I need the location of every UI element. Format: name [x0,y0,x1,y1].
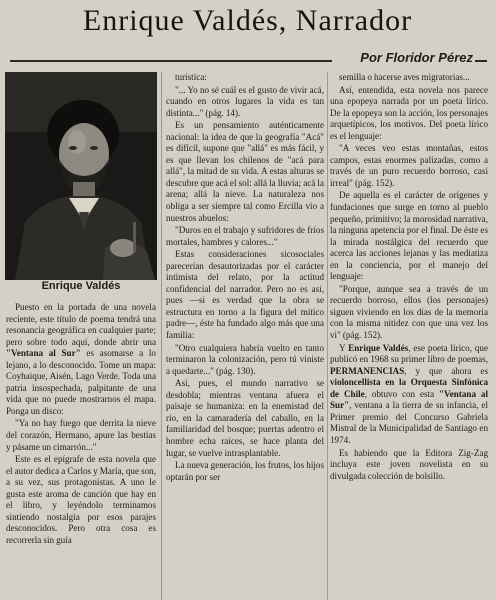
paragraph-text: es asomarse a lo lejano, a lo desconocido. Tome un mapa: Coyhaique, Aisén, Lago Verde. Toda una patria insospechada, palpitante de una vida que no puede mostrarnos el mapa. Ponga un disco: [6,348,156,416]
paragraph-text: "Duros en el trabajo y sufridores de fríos mortales, hambres y calores..." [166,225,324,247]
article-paragraph [166,378,324,459]
article-paragraph [166,85,324,120]
article-paragraph [166,120,324,224]
paragraph-text: Así, pues, el mundo narrativo se desdobla; mientras ventana afuera el paisaje se humaniza: en la enemistad del río, en la camaradería del caballo, en la familiaridad del bosque; puertas adentro el hombre echa raíces, se hace planta del lugar, se vuelve intrasplantable. [166,378,324,458]
paragraph-text: "Ya no hay fuego que derrita la nieve del corazón, Hermano, apure las bestias y pásame un cimarrón..." [6,418,156,452]
article-paragraph [330,143,488,189]
emphasis-text: violoncellista en la Orquesta Sinfónica de Chile [330,377,488,399]
paragraph-text: Puesto en la portada de una novela reciente, este título de poema tendrá una resonancia geográfica en cualquier parte; pero sobre todo aquí, donde abrir una [6,302,156,347]
paragraph-text: , y que ahora es [404,365,488,376]
article-paragraph [330,284,488,342]
photo-caption: Enrique Valdés [41,280,121,292]
paragraph-text: "Porque, aunque sea a través de un recuerdo borroso, ellos (los personajes) siguen viviendo en los días de la memoria con la misma nitidez con que una vez los vi" (pág. 152). [330,283,488,341]
paragraph-text: De aquella es el carácter de orígenes y fundaciones que surge en torno al pueblo pequeño, primitivo; la morosidad narrativa, la ninguna apetencia por el final. De éste es la mirada nostálgica del recuerdo que acerca las acciones lejanas y las mediatiza en la conciencia, por el manejo del lenguaje: [330,190,488,282]
paragraph-text: , ese poeta lírico, que publicó en 1968 su primer libro de poemas, [330,342,489,365]
emphasis-text: "Ventana al Sur" [330,388,488,411]
article-paragraph [166,72,324,84]
paragraph-text: Estas consideraciones sicosociales parecerían desautorizadas por el carácter intimista del relato, por la actitud confidencial del narrador. Pero no es así, pues —si es verdad que la obra se estructura en torno a la figura del mítico padre—, éste ha fundado algo más que una familia: [166,249,324,341]
paragraph-text: Este es el epígrafe de esta novela que el autor dedica a Carlos y María, que son, a su vez, sus protagonistas. A uno le gusta este aroma de canción que hay en el libro, y leyéndolo terminamos sintiendo nostalgia por esos parajes desconocidos. Pero otra cosa es recorrerla sin guía [6,454,156,545]
emphasis-text: Enrique Valdés [348,342,409,353]
emphasis-text: PERMANENCIAS [330,365,405,376]
article-paragraph [330,343,488,447]
paragraph-text: "A veces veo estas montañas, estos campos, estas enormes palizadas, como a través de un puro recuerdo borroso, casi irreal" (pág. 152). [330,143,488,188]
paragraph-text: Así, entendida, esta novela nos parece una epopeya narrada por un poeta lírico. De la epopeya son la acción, los personajes arquetípicos, los motivos. Del poeta lírico es el lenguaje: [330,84,488,141]
article-paragraph [166,343,324,378]
article-paragraph [330,85,488,143]
article-paragraph [6,302,156,417]
paragraph-text: turística: [175,72,207,82]
article-paragraph [166,460,324,483]
byline-rule [10,60,332,62]
byline-rule-end [475,60,487,62]
article-paragraph [166,249,324,341]
article-paragraph [6,418,156,453]
paragraph-text: , ventana a la tierra de su infancia, el Primer premio del Concurso Gabriela Mistral de la Municipalidad de Santiago en 1974. [330,400,488,445]
paragraph-text: Es habiendo que la Editora Zig-Zag incluya este joven novelista en su divulgada colección de bolsillo. [330,447,488,481]
paragraph-text: La nueva generación, los frutos, los hijos optarán por ser [166,460,324,482]
article-paragraph [166,225,324,248]
byline: Por Floridor Pérez [360,50,473,65]
paragraph-text: semilla o hacerse aves migratorias... [339,72,470,82]
emphasis-text: "Ventana al Sur" [6,348,81,359]
column-divider [327,72,328,600]
article-column-1 [6,302,156,547]
paragraph-text: Y [339,342,349,353]
paragraph-text: "... Yo no sé cuál es el gusto de vivir acá, cuando en otros lugares la vida es tan distinta..." (pág. 14). [166,84,324,118]
author-photo [5,72,157,280]
headline: Enrique Valdés, Narrador [82,4,413,37]
article-paragraph [330,448,488,483]
paragraph-text: "Otro cualquiera habría vuelto en tanto terminaron la colonización, pero tú viniste a quedarte..." (pág. 130). [166,342,324,376]
article-paragraph [330,190,488,282]
article-column-2 [166,72,324,484]
article-paragraph [330,72,488,84]
article-column-3 [330,72,488,483]
column-divider [161,72,162,600]
paragraph-text: Es un pensamiento auténticamente nacional: la idea de que la geografía "Acá" es difícil, supone que "allá" es más fácil, y es que llevan los chilenos de "acá para allá", la mitad de su vida. A estas alturas se descubre que acá el sol: allá la lluvia; acá la arena; allá la nieve. La naturaleza nos obliga a ser siempre tal como Ercilla vio a nuestros abuelos: [166,120,324,223]
paragraph-text: , obtuvo con esta [364,388,439,399]
article-paragraph [6,454,156,546]
